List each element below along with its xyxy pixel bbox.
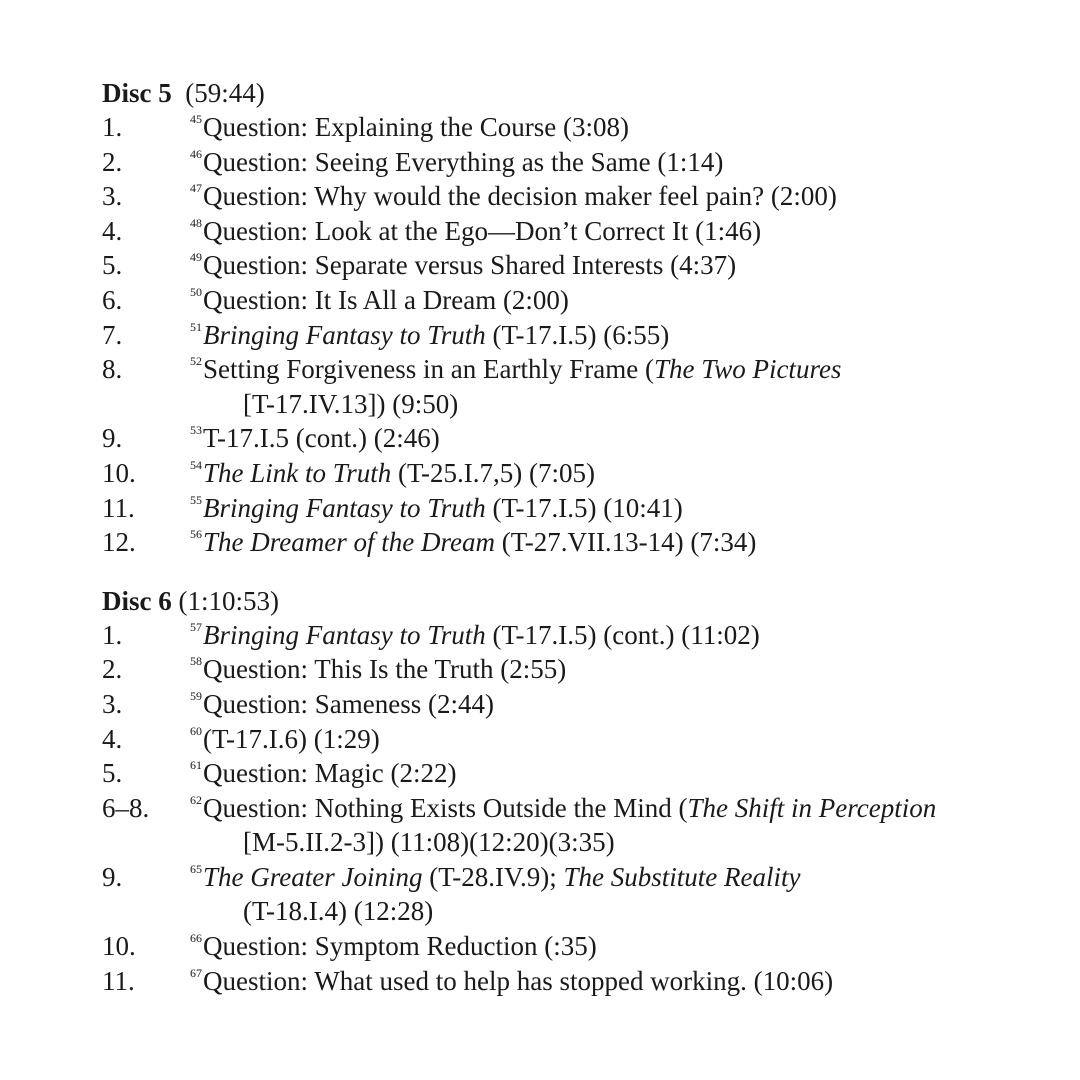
disc-duration: (59:44): [185, 78, 265, 108]
track-title: [190, 352, 1062, 387]
disc-section: [102, 584, 1062, 999]
title-italic-part: The Two Pictures: [653, 354, 842, 385]
footnote-marker: 58: [190, 654, 202, 669]
footnote-marker: 66: [190, 931, 202, 946]
footnote-marker: 67: [190, 965, 202, 980]
disc-title: Disc 6: [102, 585, 172, 616]
track-row: [102, 179, 1062, 214]
track-number: 3.: [102, 181, 123, 212]
track-number: 5.: [102, 758, 123, 789]
track-number: 6–8.: [102, 792, 150, 823]
track-number: 9.: [102, 861, 123, 892]
track-row: [102, 456, 1062, 491]
track-title-continuation: (T-18.I.4) (12:28): [243, 896, 434, 927]
title-italic-part: The Shift in Perception: [687, 792, 937, 823]
track-title: [190, 110, 1062, 145]
footnote-marker: 50: [190, 284, 202, 299]
track-row: [102, 283, 1062, 318]
track-listing: [102, 76, 1062, 1022]
track-row: [102, 929, 1062, 964]
track-title: [190, 525, 1062, 560]
track-row: [102, 756, 1062, 791]
title-italic-part: The Dreamer of the Dream: [203, 527, 495, 558]
track-row: [102, 860, 1062, 929]
track-title-continuation: [M-5.II.2-3]) (11:08)(12:20)(3:35): [243, 827, 615, 858]
title-italic-part: Bringing Fantasy to Truth: [203, 619, 486, 650]
track-number: 9.: [102, 423, 123, 454]
footnote-marker: 54: [190, 457, 202, 472]
track-row: [102, 964, 1062, 999]
footnote-marker: 48: [190, 215, 202, 230]
title-text-part: Setting Forgiveness in an Earthly Frame (: [203, 354, 654, 385]
track-number: 4.: [102, 723, 123, 754]
track-title: [190, 179, 1062, 214]
disc-heading: [102, 584, 1062, 618]
track-number: 10.: [102, 931, 136, 962]
track-title: [190, 687, 1062, 722]
track-title-continuation: [T-17.IV.13]) (9:50): [243, 388, 459, 419]
title-text-part: (T-17.I.5) (6:55): [485, 319, 670, 350]
footnote-marker: 62: [190, 792, 202, 807]
title-text-part: Question: This Is the Truth (2:55): [203, 654, 567, 685]
title-text-part: Question: Magic (2:22): [203, 758, 457, 789]
track-row: [102, 318, 1062, 353]
footnote-marker: 60: [190, 723, 202, 738]
track-row: [102, 248, 1062, 283]
footnote-marker: 46: [190, 146, 202, 161]
track-row: [102, 687, 1062, 722]
track-row: [102, 722, 1062, 757]
track-title: [190, 652, 1062, 687]
footnote-marker: 47: [190, 181, 202, 196]
footnote-marker: 55: [190, 492, 202, 507]
track-title: [190, 248, 1062, 283]
track-number: 1.: [102, 619, 123, 650]
footnote-marker: 53: [190, 423, 202, 438]
footnote-marker: 61: [190, 758, 202, 773]
track-number: 10.: [102, 457, 136, 488]
track-title: [190, 283, 1062, 318]
track-row: [102, 618, 1062, 653]
track-row: [102, 525, 1062, 560]
track-row: [102, 421, 1062, 456]
footnote-marker: 51: [190, 319, 202, 334]
track-title: [190, 618, 1062, 653]
footnote-marker: 57: [190, 619, 202, 634]
track-title: [190, 318, 1062, 353]
title-text-part: (T-25.I.7,5) (7:05): [391, 457, 596, 488]
track-number: 11.: [102, 492, 135, 523]
track-title: [190, 964, 1062, 999]
title-text-part: T-17.I.5 (cont.) (2:46): [203, 423, 440, 454]
track-list: [102, 618, 1062, 999]
title-text-part: (T-17.I.5) (10:41): [485, 492, 683, 523]
track-number: 3.: [102, 688, 123, 719]
title-text-part: Question: Why would the decision maker feel pain? (2:00): [203, 181, 837, 212]
track-title: [190, 421, 1062, 456]
disc-title: Disc 5: [102, 78, 172, 108]
track-number: 6.: [102, 284, 123, 315]
track-number: 2.: [102, 146, 123, 177]
track-row: [102, 145, 1062, 180]
title-italic-part: The Substitute Reality: [563, 861, 801, 892]
title-italic-part: Bringing Fantasy to Truth: [203, 492, 486, 523]
title-text-part: Question: Look at the Ego—Don’t Correct It (1:46): [203, 215, 762, 246]
track-row: [102, 352, 1062, 421]
title-text-part: Question: Nothing Exists Outside the Mind (: [203, 792, 688, 823]
track-row: [102, 791, 1062, 860]
track-title: [190, 491, 1062, 526]
title-text-part: Question: Symptom Reduction (:35): [203, 931, 597, 962]
title-text-part: Question: Seeing Everything as the Same (1:14): [203, 146, 724, 177]
track-row: [102, 214, 1062, 249]
title-italic-part: Bringing Fantasy to Truth: [203, 319, 486, 350]
footnote-marker: 49: [190, 250, 202, 265]
footnote-marker: 59: [190, 688, 202, 703]
track-title: [190, 722, 1062, 757]
track-number: 11.: [102, 965, 135, 996]
footnote-marker: 45: [190, 112, 202, 126]
title-italic-part: The Greater Joining: [203, 861, 423, 892]
track-number: 12.: [102, 527, 136, 558]
title-text-part: Question: Separate versus Shared Interests (4:37): [203, 250, 737, 281]
track-list: [102, 110, 1062, 560]
title-text-part: (T-28.IV.9);: [422, 861, 564, 892]
footnote-marker: 52: [190, 354, 202, 369]
track-title: [190, 756, 1062, 791]
disc-heading: [102, 76, 1062, 110]
track-title: [190, 860, 1062, 895]
footnote-marker: 56: [190, 527, 202, 542]
title-text-part: Question: Sameness (2:44): [203, 688, 494, 719]
track-number: 2.: [102, 654, 123, 685]
track-number: 7.: [102, 319, 123, 350]
title-text-part: (T-17.I.5) (cont.) (11:02): [485, 619, 760, 650]
track-number: 8.: [102, 354, 123, 385]
title-text-part: Question: Explaining the Course (3:08): [203, 112, 629, 142]
track-row: [102, 491, 1062, 526]
track-title: [190, 145, 1062, 180]
track-number: 5.: [102, 250, 123, 281]
title-text-part: Question: What used to help has stopped working. (10:06): [203, 965, 834, 996]
track-title: [190, 214, 1062, 249]
track-title: [190, 929, 1062, 964]
title-text-part: (T-27.VII.13-14) (7:34): [494, 527, 757, 558]
title-text-part: Question: It Is All a Dream (2:00): [203, 284, 569, 315]
track-number: 4.: [102, 215, 123, 246]
disc-section: [102, 76, 1062, 560]
track-number: 1.: [102, 112, 123, 142]
title-italic-part: The Link to Truth: [203, 457, 392, 488]
track-title: [190, 791, 1062, 826]
title-text-part: (T-17.I.6) (1:29): [203, 723, 380, 754]
track-row: [102, 652, 1062, 687]
track-row: [102, 110, 1062, 145]
footnote-marker: 65: [190, 861, 202, 876]
disc-duration: (1:10:53): [178, 585, 279, 616]
track-title: [190, 456, 1062, 491]
